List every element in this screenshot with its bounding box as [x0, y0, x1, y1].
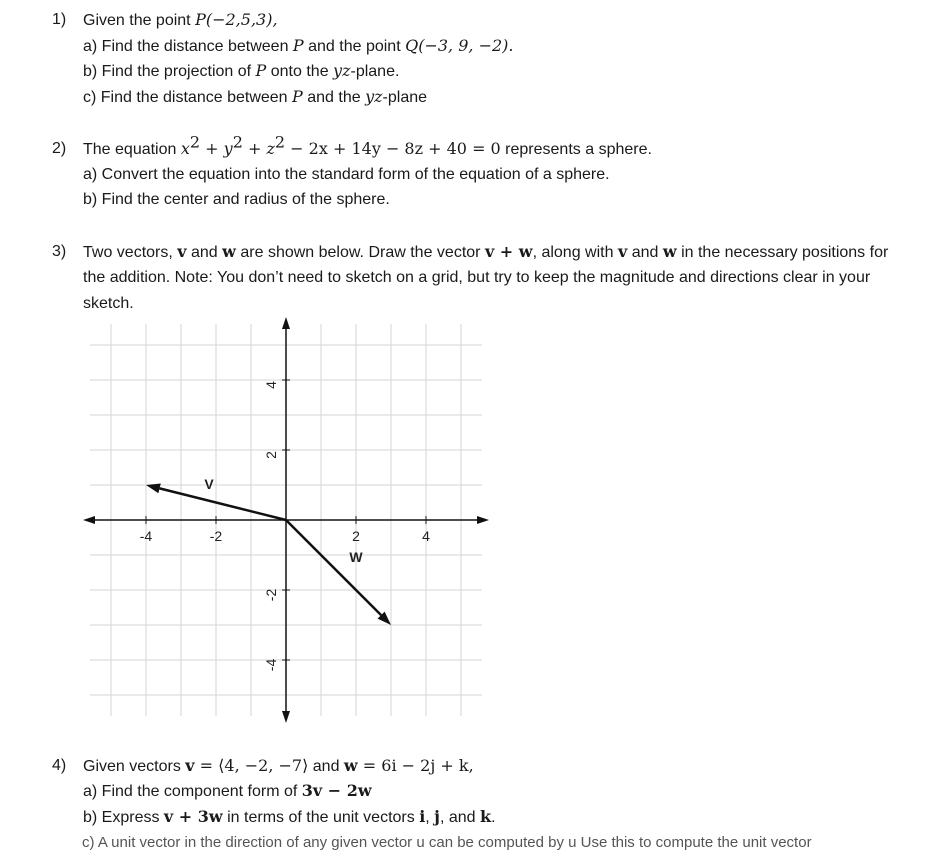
q3-l1-a: Two vectors, [83, 244, 178, 261]
q3-w-2: w [662, 242, 677, 261]
q4-w: w [343, 756, 358, 775]
q4-part-a [83, 781, 372, 802]
q4-comma: , [425, 809, 435, 826]
q3-line3: sketch. [83, 295, 134, 312]
x-axis-arrow-right [477, 516, 489, 524]
q2-eq-x: x [180, 139, 190, 158]
q1-c-mid: and the [302, 89, 366, 106]
x-axis-arrow-left [83, 516, 95, 524]
q3-l1-e: in the necessary positions for [676, 244, 889, 261]
q2-stem-suffix: represents a sphere. [500, 141, 652, 158]
q1-b-text: b) Find the projection of [83, 63, 256, 80]
y-tick-label: -4 [263, 658, 279, 672]
q1-part-b [83, 61, 399, 82]
x-tick-label: -4 [139, 528, 153, 544]
q1-a-Q: Q(−3, 9, −2). [405, 36, 514, 55]
vector-graph [80, 315, 500, 725]
vector-w-shaft [286, 520, 381, 615]
q1-a-P: P [292, 36, 304, 55]
q1-c-plane: yz [365, 87, 383, 106]
y-tick-label: -2 [263, 588, 279, 602]
q4-j: j [434, 807, 440, 826]
q2-eq-z: z [266, 139, 275, 158]
q1-number: 1) [52, 11, 67, 28]
q4-b-prefix: b) Express [83, 809, 164, 826]
q3-l1-d: , along with [532, 244, 618, 261]
q1-part-c [83, 87, 427, 108]
q1-b-mid: onto the [266, 63, 334, 80]
q3-line2: the addition. Note: You don’t need to sketch on a grid, but try to keep the magnitude and directions clear in your [83, 269, 871, 286]
q1-a-mid: and the point [303, 38, 406, 55]
q1-point-P: P(−2,5,3), [195, 10, 278, 29]
q4-a-expr: 3v − 2w [301, 781, 372, 800]
q1-b-suffix: -plane. [350, 63, 400, 80]
q1-c-P: P [292, 87, 303, 106]
q3-number: 3) [52, 243, 67, 260]
x-tick-label: 4 [422, 528, 430, 544]
q2-eq-rest: − 2x + 14y − 8z + 40 = 0 [285, 139, 501, 158]
q2-stem-prefix: The equation [83, 141, 181, 158]
q3-v-plus-w: v + w [484, 242, 533, 261]
q4-w-val: = 6i − 2j + k, [357, 756, 474, 775]
q2-number: 2) [52, 140, 67, 157]
q4-v-val: = ⟨4, −2, −7⟩ [194, 756, 309, 775]
q4-b-expr: v + 3w [163, 807, 223, 826]
q1-b-plane: yz [333, 61, 351, 80]
q4-part-c-partial: c) A unit vector in the direction of any given vector u can be computed by u Use this to compute the unit vector [82, 834, 812, 851]
q4-v: v [185, 756, 195, 775]
x-tick-label: -2 [209, 528, 223, 544]
q2-exp-z: 2 [274, 132, 286, 152]
q3-line1 [83, 242, 888, 263]
q2-stem: The equation $x^2 + y^2 + z^2 - 2x + 14y - 8z + 40 = 0$ represents a sphere. [83, 132, 652, 158]
y-axis-arrow-up [282, 317, 290, 329]
y-tick-label: 2 [263, 451, 279, 459]
x-tick-label: 2 [352, 528, 360, 544]
vectors [146, 476, 391, 625]
q1-stem [83, 10, 278, 31]
vector-v-arrowhead [146, 484, 161, 494]
tick-labels [140, 381, 430, 671]
q4-stem [83, 756, 474, 777]
vector-v-shaft [160, 488, 286, 520]
q1-stem-text: Given the point [83, 12, 196, 29]
q4-k: k [480, 807, 492, 826]
q3-w: w [222, 242, 236, 261]
q3-l1-and-2: and [627, 244, 663, 261]
y-axis-arrow-down [282, 711, 290, 723]
q2-exp-y: 2 [232, 132, 243, 152]
q4-period: . [491, 809, 496, 826]
q2-part-b: b) Find the center and radius of the sphere. [83, 191, 390, 208]
q2-exp-x: 2 [189, 132, 201, 152]
q4-b-and: , and [439, 809, 480, 826]
q4-i: i [419, 807, 426, 826]
q4-a-prefix: a) Find the component form of [83, 783, 302, 800]
q4-stem-prefix: Given vectors [83, 758, 186, 775]
q4-and: and [308, 758, 344, 775]
q1-b-P: P [255, 61, 267, 80]
q4-number: 4) [52, 757, 67, 774]
q1-c-suffix: -plane [382, 89, 428, 106]
q2-part-a: a) Convert the equation into the standard form of the equation of a sphere. [83, 166, 610, 183]
q1-c-text: c) Find the distance between [83, 89, 293, 106]
q1-a-text: a) Find the distance between [83, 38, 293, 55]
q1-part-a [83, 36, 513, 57]
vector-v-label: V [204, 476, 214, 492]
q2-eq-y: y [223, 139, 233, 158]
q3-v-2: v [617, 242, 628, 261]
q3-l1-b: and [186, 244, 223, 261]
q4-b-mid: in terms of the unit vectors [222, 809, 420, 826]
q3-l1-c: are shown below. Draw the vector [235, 244, 485, 261]
q4-part-b [83, 807, 496, 828]
y-tick-label: 4 [263, 381, 279, 389]
q3-v: v [177, 242, 187, 261]
vector-w-label: W [349, 549, 363, 565]
